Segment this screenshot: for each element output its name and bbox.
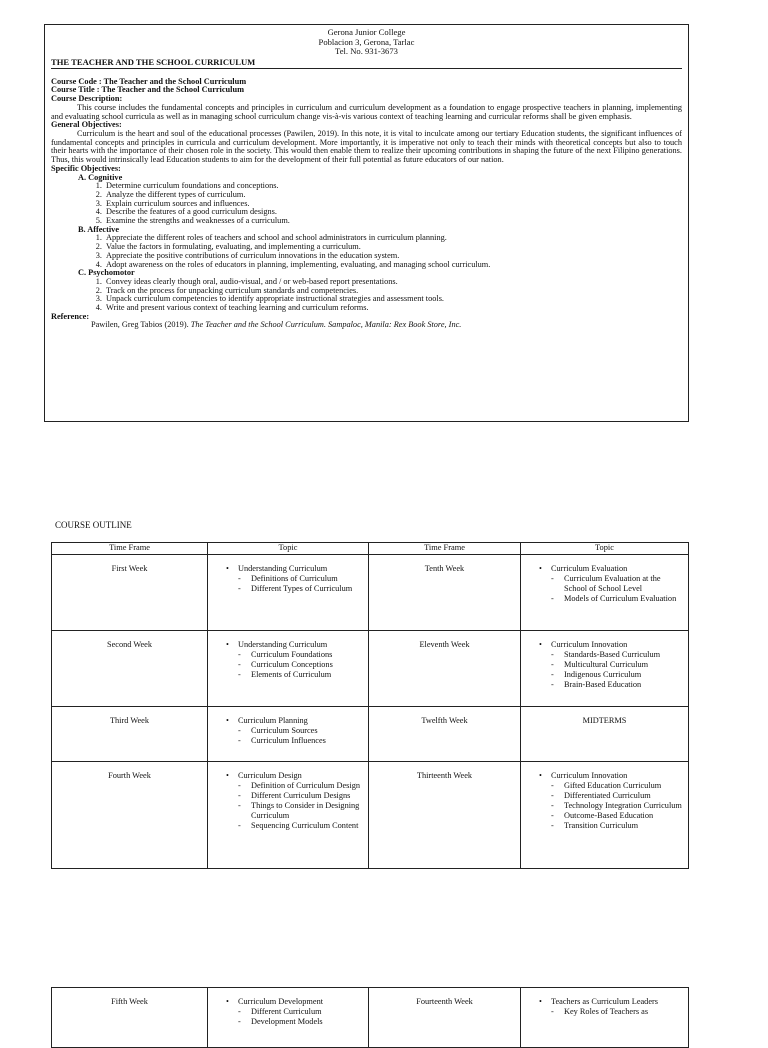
subtopic-item: - Curriculum Foundations (226, 650, 362, 660)
table-header-row (52, 543, 689, 555)
objective-text: Adopt awareness on the roles of educators in planning, implementing, evaluating, and managing school curriculum. (106, 259, 491, 269)
topic-bullet: • Curriculum Planning (226, 716, 362, 726)
subtopic-item: - Definition of Curriculum Design (226, 781, 362, 791)
table-row (52, 555, 689, 631)
header-topic: Topic (521, 543, 689, 555)
objective-text: Value the factors in formulating, evaluating, and implementing a curriculum. (106, 242, 361, 252)
subtopic-item: - Technology Integration Curriculum (539, 801, 682, 811)
subtopic-item: - Brain-Based Education (539, 680, 682, 690)
course-description-label: Course Description: (51, 94, 123, 104)
reference-label: Reference: (51, 311, 90, 321)
topic-bullet: • Teachers as Curriculum Leaders (539, 997, 682, 1007)
subtopic-item: - Key Roles of Teachers as (539, 1007, 682, 1017)
course-outline-table-continued (51, 987, 689, 1048)
topic-bullet: • Curriculum Innovation (539, 640, 682, 650)
objective-item (51, 261, 682, 270)
objective-text: Appreciate the positive contributions of curriculum innovations in the education system. (106, 250, 400, 260)
objective-section: A. Cognitive (78, 172, 123, 182)
syllabus-body (45, 69, 688, 330)
subtopic-item: - Differentiated Curriculum (539, 791, 682, 801)
objective-section: C. Psychomotor (78, 268, 135, 278)
topic-cell (208, 555, 369, 631)
course-code: Course Code : The Teacher and the School Curriculum (51, 76, 247, 86)
objective-number: 2. (95, 189, 102, 199)
subtopic-item: - Things to Consider in Designing Curriculum (226, 801, 362, 821)
topic-cell (208, 707, 369, 762)
objective-text: Examine the strengths and weaknesses of a curriculum. (106, 216, 290, 226)
subtopic-item: - Indigenous Curriculum (539, 670, 682, 680)
header-topic: Topic (208, 543, 369, 555)
table-row (52, 988, 689, 1048)
topic-cell (208, 631, 369, 707)
topic-cell (521, 988, 689, 1048)
course-outline-title: COURSE OUTLINE (55, 520, 132, 530)
subtopic-item: - Different Types of Curriculum (226, 584, 362, 594)
reference-author: Pawilen, Greg Tabios (2019). (91, 320, 189, 330)
header-time-frame: Time Frame (369, 543, 521, 555)
objective-number: 4. (95, 259, 102, 269)
topic-cell (208, 988, 369, 1048)
school-address: Poblacion 3, Gerona, Tarlac (318, 36, 415, 47)
objective-item (51, 217, 682, 226)
subtopic-item: - Sequencing Curriculum Content (226, 821, 362, 831)
objective-item (51, 304, 682, 313)
objective-number: 3. (95, 198, 102, 208)
time-frame-cell: Fourteenth Week (369, 988, 521, 1048)
time-frame-cell: Second Week (52, 631, 208, 707)
topic-bullet: • Curriculum Development (226, 997, 362, 1007)
objective-text: Appreciate the different roles of teachers and school and school administrators in curriculum planning. (106, 233, 447, 243)
subtopic-item: - Elements of Curriculum (226, 670, 362, 680)
objective-number: 1. (95, 233, 102, 243)
objective-text: Unpack curriculum competencies to identify appropriate instructional strategies and assessment tools. (106, 294, 445, 304)
document-title: THE TEACHER AND THE SCHOOL CURRICULUM (51, 56, 256, 67)
subtopic-item: - Definitions of Curriculum (226, 574, 362, 584)
course-syllabus-box (44, 24, 689, 422)
topic-cell (208, 762, 369, 869)
subtopic-item: - Curriculum Conceptions (226, 660, 362, 670)
topic-bullet: • Curriculum Design (226, 771, 362, 781)
general-objectives: Curriculum is the heart and soul of the educational processes (Pawilen, 2019). In this note, it is vital to inculcate among our tertiary Education students, the significant influences of fundamental concepts and principles in curricula and curriculum development. More importantly, it is imperative not only to teach their minds with theoretical concepts but also to touch their hearts with the importance of their chosen role in the society. This would then enable them to realize their upcoming contributions in shaping the future of the next Filipino generations. Thus, this would intrinsically lead Education students to aim for the development of their full potential as future educators of our nation. (51, 129, 682, 165)
time-frame-cell: Tenth Week (369, 555, 521, 631)
subtopic-item: - Multicultural Curriculum (539, 660, 682, 670)
topic-cell (521, 631, 689, 707)
objective-number: 4. (95, 303, 102, 313)
objective-number: 4. (95, 207, 102, 217)
school-tel: Tel. No. 931-3673 (335, 46, 398, 57)
time-frame-cell: Fifth Week (52, 988, 208, 1048)
time-frame-cell: Thirteenth Week (369, 762, 521, 869)
objective-text: Analyze the different types of curriculum. (106, 189, 246, 199)
objective-number: 1. (95, 181, 102, 191)
table-row (52, 762, 689, 869)
objective-text: Describe the features of a good curriculum designs. (106, 207, 277, 217)
time-frame-cell: Eleventh Week (369, 631, 521, 707)
specific-objectives-label: Specific Objectives: (51, 163, 121, 173)
general-objectives-label: General Objectives: (51, 120, 122, 130)
objective-text: Convey ideas clearly though oral, audio-visual, and / or web-based report presentations. (106, 276, 398, 286)
table-row (52, 631, 689, 707)
topic-bullet: • Curriculum Innovation (539, 771, 682, 781)
time-frame-cell: First Week (52, 555, 208, 631)
objective-text: Explain curriculum sources and influences. (106, 198, 250, 208)
topic-bullet: • Understanding Curriculum (226, 564, 362, 574)
topic-bullet: • Understanding Curriculum (226, 640, 362, 650)
topic-cell (521, 555, 689, 631)
specific-objectives-list (51, 174, 682, 313)
objective-number: 2. (95, 242, 102, 252)
school-header (45, 28, 688, 57)
objective-number: 3. (95, 294, 102, 304)
subtopic-item: - Outcome-Based Education (539, 811, 682, 821)
subtopic-item: - Gifted Education Curriculum (539, 781, 682, 791)
subtopic-item: - Models of Curriculum Evaluation (539, 594, 682, 604)
subtopic-item: - Transition Curriculum (539, 821, 682, 831)
subtopic-item: - Curriculum Sources (226, 726, 362, 736)
school-name: Gerona Junior College (327, 27, 406, 37)
time-frame-cell: Twelfth Week (369, 707, 521, 762)
topic-bullet: • Curriculum Evaluation (539, 564, 682, 574)
course-title: Course Title : The Teacher and the School Curriculum (51, 85, 244, 95)
objective-text: Write and present various context of teaching learning and curriculum reforms. (106, 303, 369, 313)
objective-text: Determine curriculum foundations and conceptions. (106, 181, 279, 191)
objective-text: Track on the process for unpacking curriculum standards and competencies. (106, 285, 359, 295)
midterms-cell: MIDTERMS (521, 707, 689, 762)
objective-number: 5. (95, 216, 102, 226)
subtopic-item: - Different Curriculum (226, 1007, 362, 1017)
subtopic-item: - Curriculum Evaluation at the School of School Level (539, 574, 682, 594)
reference-entry (51, 321, 682, 330)
time-frame-cell: Fourth Week (52, 762, 208, 869)
objective-section: B. Affective (78, 224, 120, 234)
course-description: This course includes the fundamental concepts and principles in curriculum and curriculum development as a foundation to engage prospective teachers in planning, implementing and evaluating school curricula as well as in managing school curriculum change vis-à-vis various context of teaching learning and curricular reforms shall be given emphasis. (51, 102, 682, 121)
header-time-frame: Time Frame (52, 543, 208, 555)
objective-number: 1. (95, 276, 102, 286)
subtopic-item: - Curriculum Influences (226, 736, 362, 746)
subtopic-item: - Development Models (226, 1017, 362, 1027)
subtopic-item: - Different Curriculum Designs (226, 791, 362, 801)
course-outline-table (51, 542, 689, 869)
objective-number: 2. (95, 285, 102, 295)
objective-number: 3. (95, 250, 102, 260)
subtopic-item: - Standards-Based Curriculum (539, 650, 682, 660)
time-frame-cell: Third Week (52, 707, 208, 762)
topic-cell (521, 762, 689, 869)
table-row (52, 707, 689, 762)
reference-title: The Teacher and the School Curriculum. Sampaloc, Manila: Rex Book Store, Inc. (190, 320, 462, 330)
